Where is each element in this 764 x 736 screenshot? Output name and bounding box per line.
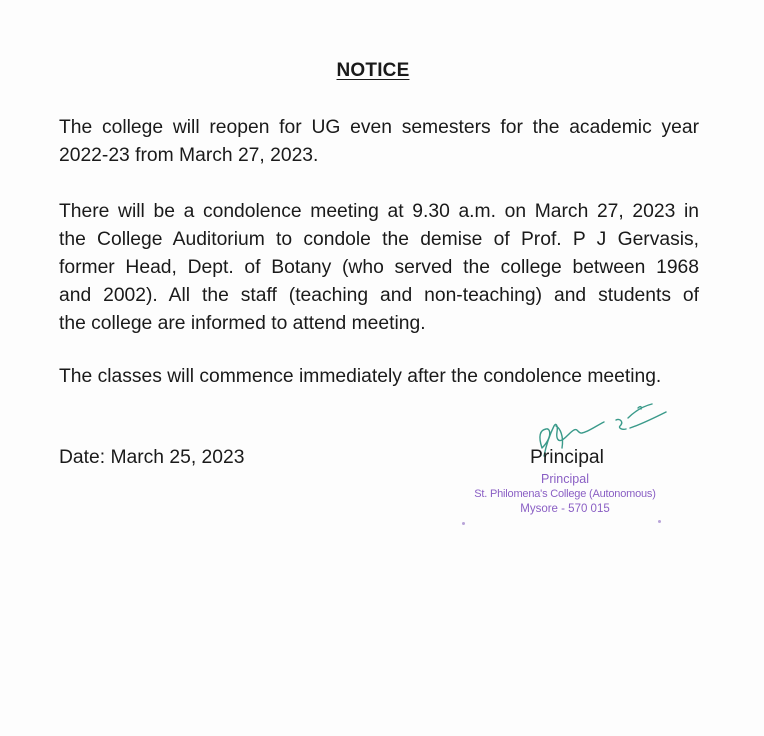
signatory-role: Principal <box>530 447 604 468</box>
college-stamp <box>470 472 660 517</box>
reopening-paragraph <box>59 114 699 170</box>
stamp-line-title: Principal <box>541 472 589 486</box>
classes-paragraph <box>59 363 699 391</box>
paragraph-line: former Head, Dept. of Botany (who served the college between 1968 <box>59 257 699 278</box>
paragraph-line: The college will reopen for UG even semesters for the academic year <box>59 117 699 138</box>
condolence-paragraph <box>59 198 699 338</box>
notice-date: Date: March 25, 2023 <box>59 447 245 468</box>
stamp-line-college: St. Philomena's College (Autonomous) <box>474 488 656 500</box>
paragraph-line: the College Auditorium to condole the demise of Prof. P J Gervasis, <box>59 229 699 250</box>
notice-title: NOTICE <box>336 60 410 81</box>
paragraph-line: The classes will commence immediately after the condolence meeting. <box>59 366 662 387</box>
ink-speck <box>462 522 465 525</box>
ink-speck <box>658 520 661 523</box>
paragraph-line: the college are informed to attend meeting. <box>59 313 426 334</box>
paragraph-line: 2022-23 from March 27, 2023. <box>59 145 319 166</box>
paragraph-line: There will be a condolence meeting at 9.30 a.m. on March 27, 2023 in <box>59 201 699 222</box>
paragraph-line: and 2002). All the staff (teaching and non-teaching) and students of <box>59 285 699 306</box>
stamp-line-address: Mysore - 570 015 <box>520 503 610 515</box>
